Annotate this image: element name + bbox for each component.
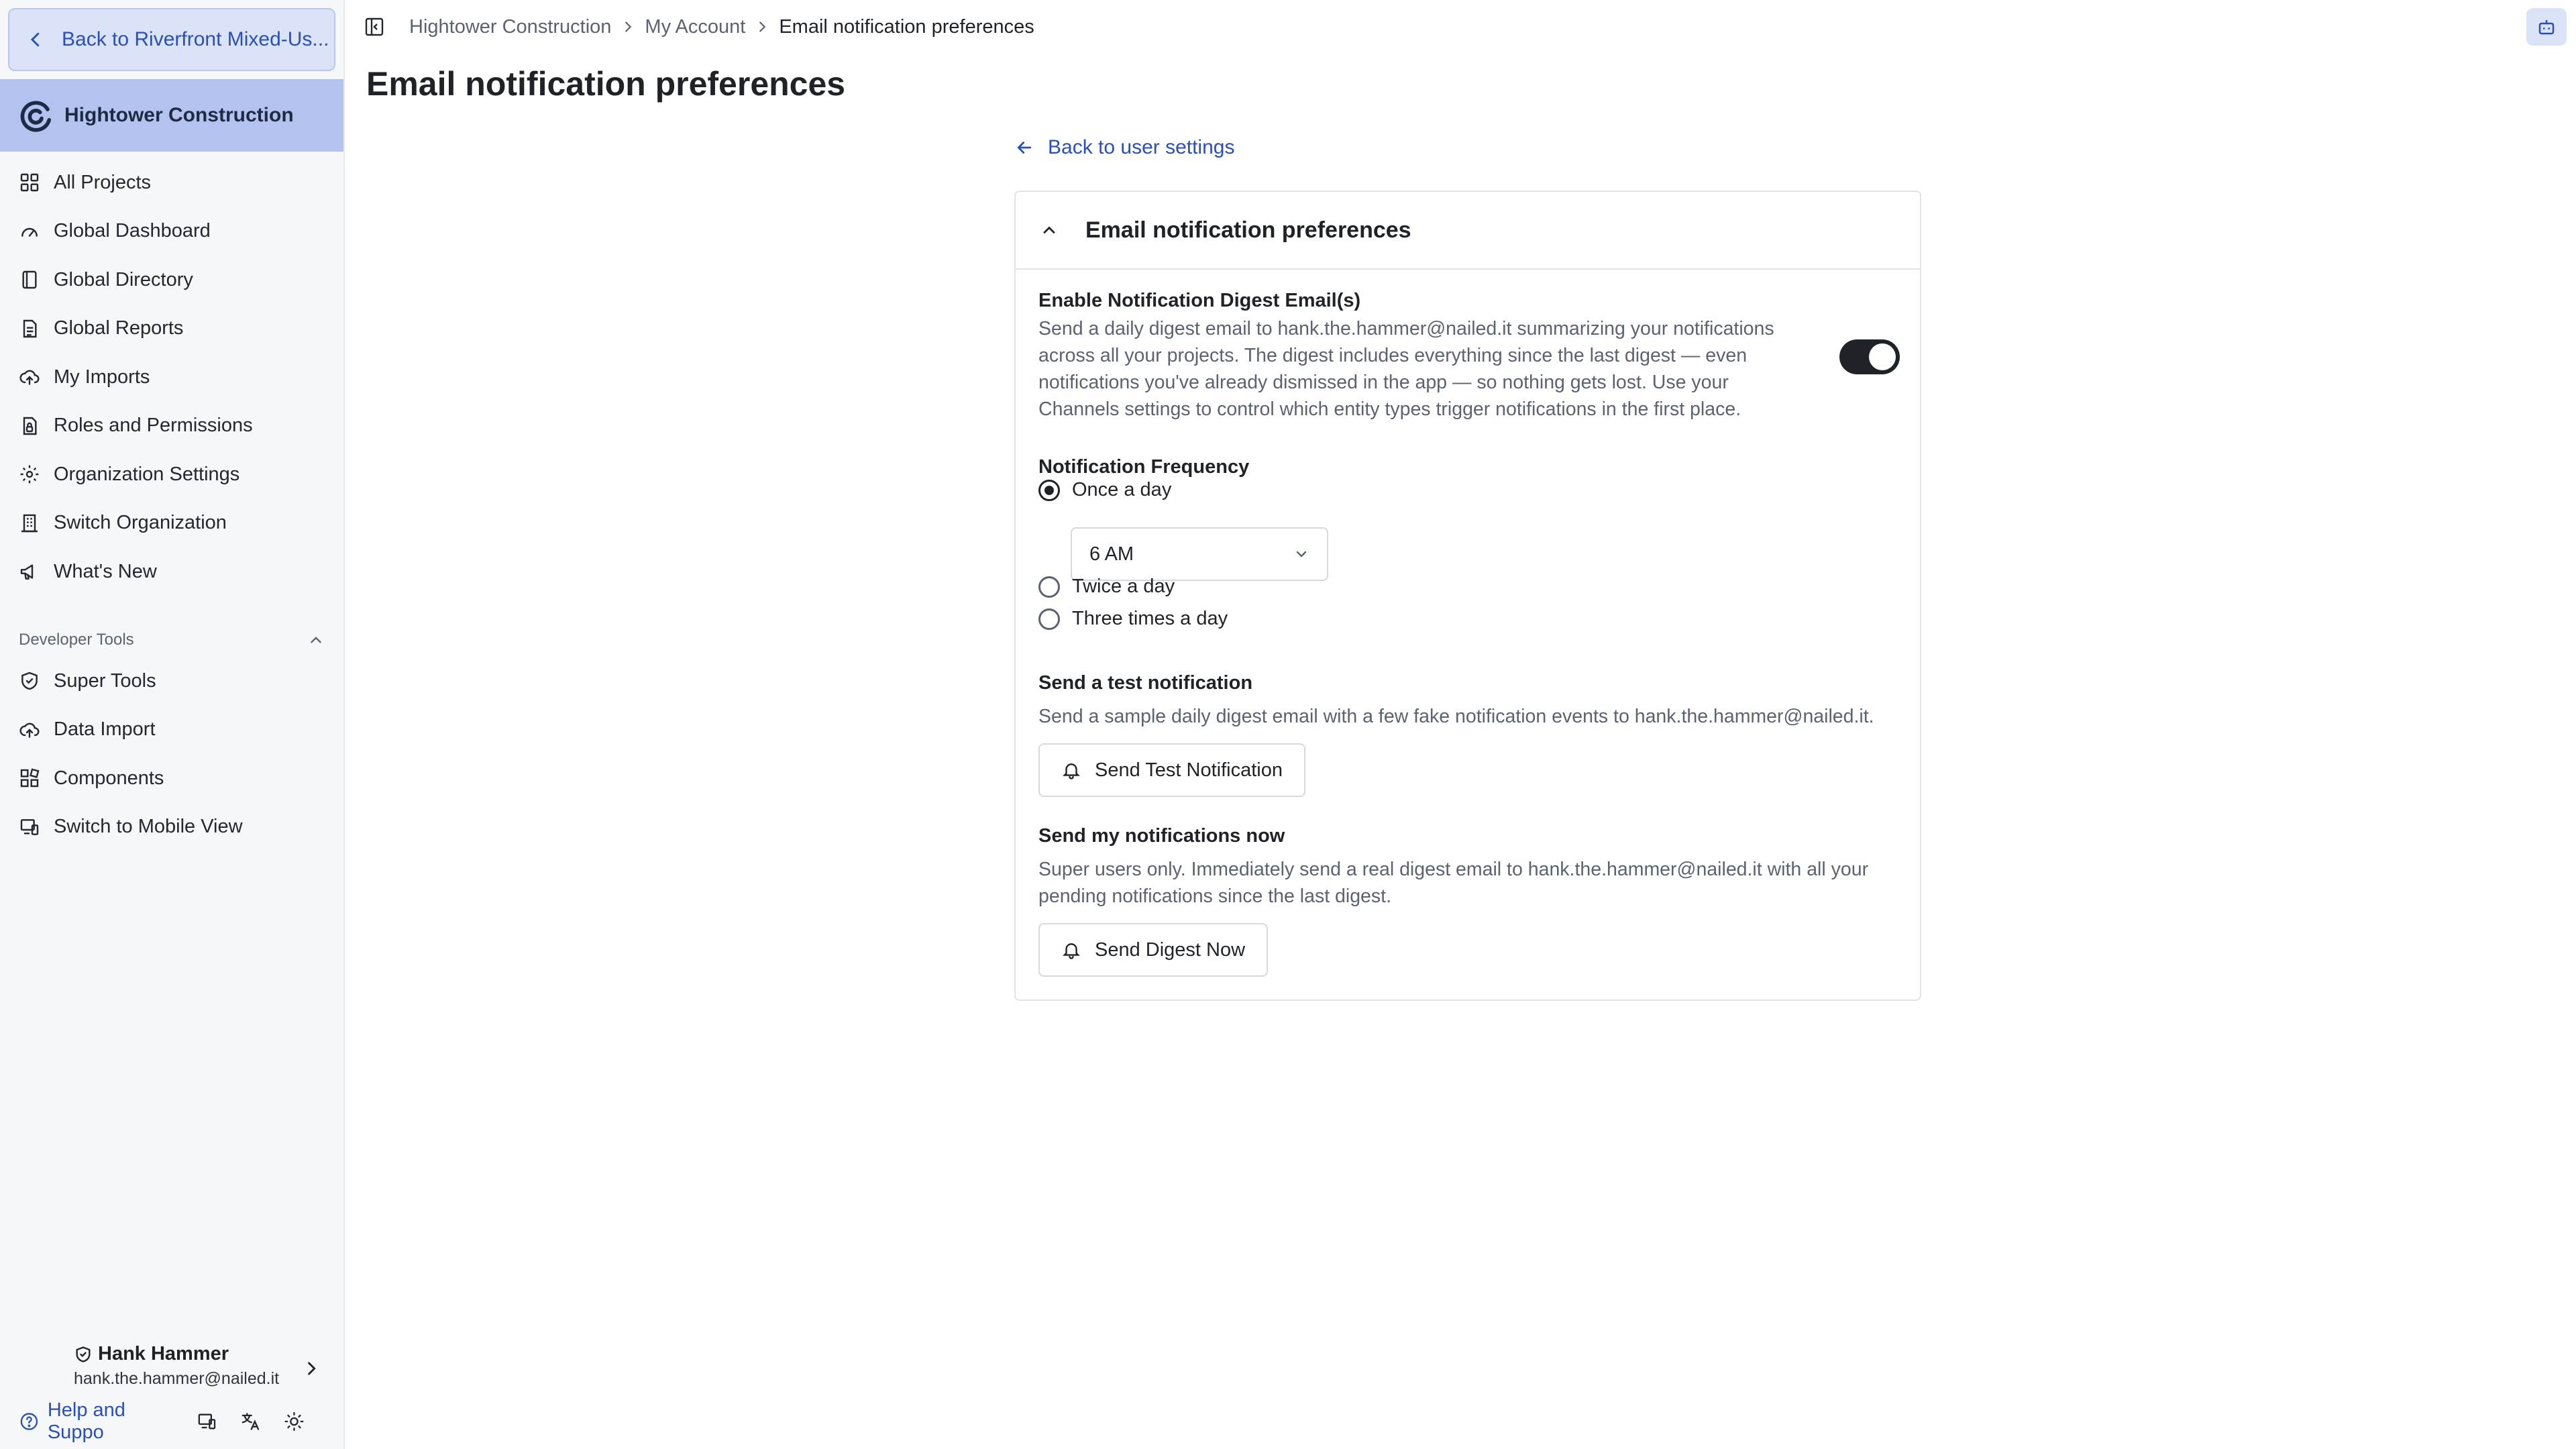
developer-tools-label: Developer Tools [19,631,134,649]
page-title: Email notification preferences [366,65,846,103]
back-to-project-label: Back to Riverfront Mixed-Us... [62,28,329,50]
time-select-value: 6 AM [1089,543,1134,565]
cloud-upload-icon [19,366,40,388]
now-title: Send my notifications now [1038,825,1285,847]
blocks-icon [19,767,40,789]
help-circle-icon [19,1411,40,1432]
nav-label: Switch to Mobile View [54,816,243,838]
digest-description-line: across all your projects. The digest includes everything since the last digest — even [1038,345,1748,366]
test-title: Send a test notification [1038,672,1253,694]
nav-global-dashboard[interactable] [0,207,343,256]
bot-icon [2536,17,2557,37]
breadcrumb-current: Email notification preferences [779,15,1034,38]
nav-data-import[interactable] [0,706,343,755]
chevron-up-icon [307,631,325,649]
sidebar [0,0,345,1449]
radio-checked[interactable] [1038,480,1060,501]
report-icon [19,318,40,339]
arrow-left-icon [1014,138,1034,158]
shield-icon [19,670,40,692]
nav-whats-new[interactable] [0,547,343,596]
now-description-line: pending notifications since the last digest. [1038,885,1391,907]
chevron-down-icon [1293,546,1309,562]
book-icon [19,269,40,290]
assistant-button[interactable] [2526,8,2567,46]
chevron-left-icon [25,30,46,50]
chevron-up-icon [1040,221,1059,239]
breadcrumb-org[interactable]: Hightower Construction [409,15,612,38]
back-to-user-settings-link[interactable] [1014,134,1234,161]
user-menu[interactable] [74,1343,329,1389]
nav-label: Switch Organization [54,512,227,534]
shield-icon [74,1345,93,1364]
devices-icon [19,816,40,838]
digest-toggle[interactable] [1839,339,1900,374]
user-email: hank.the.hammer@nailed.it [74,1369,280,1388]
gauge-icon [19,221,40,242]
nav-my-imports[interactable] [0,353,343,402]
card-title: Email notification preferences [1085,217,1411,243]
nav-roles-permissions[interactable] [0,402,343,451]
file-lock-icon [19,415,40,437]
nav-switch-mobile-view[interactable] [0,803,343,852]
help-and-support-link[interactable] [19,1399,182,1444]
nav-global-reports[interactable] [0,305,343,354]
test-description: Send a sample daily digest email with a few fake notification events to hank.the.hammer@nailed.it. [1038,706,1874,727]
back-to-user-settings-label: Back to user settings [1048,136,1235,158]
radio-unchecked[interactable] [1038,576,1060,598]
now-description-line: Super users only. Immediately send a real digest email to hank.the.hammer@nailed.it with all your [1038,859,1869,880]
digest-description-line: Send a daily digest email to hank.the.hammer@nailed.it summarizing your notifications [1038,318,1774,339]
chevron-right-icon[interactable] [302,1359,321,1378]
sidebar-toggle-icon[interactable] [364,16,385,38]
frequency-title: Notification Frequency [1038,456,1250,478]
nav-label: Global Reports [54,317,184,339]
send-digest-now-button[interactable] [1038,923,1268,977]
nav-switch-organization[interactable] [0,499,343,548]
developer-tools-header[interactable] [19,627,325,653]
breadcrumb [345,0,2576,54]
nav-label: What's New [54,560,157,582]
devices-icon[interactable] [197,1411,217,1432]
chevron-right-icon [755,19,769,34]
card-header[interactable] [1016,192,1920,270]
nav-label: All Projects [54,171,152,193]
developer-nav [0,657,343,851]
digest-description-line: Channels settings to control which entity types trigger notifications in the first place. [1038,398,1741,420]
help-label: Help and Suppo [47,1399,125,1443]
nav-label: Super Tools [54,669,156,692]
nav-label: Organization Settings [54,463,240,485]
digest-title: Enable Notification Digest Email(s) [1038,290,1361,311]
nav-super-tools[interactable] [0,657,343,706]
bell-icon [1061,940,1081,960]
chevron-right-icon [621,19,635,34]
org-header[interactable] [0,79,343,152]
option-label: Twice a day [1072,576,1175,597]
org-logo-icon [17,97,54,133]
grid-icon [19,172,40,193]
back-to-project-button[interactable] [8,8,335,71]
radio-unchecked[interactable] [1038,608,1060,630]
nav-components[interactable] [0,754,343,803]
nav-label: My Imports [54,366,150,388]
digest-description [1038,315,1774,423]
breadcrumb-account[interactable]: My Account [645,15,746,38]
email-preferences-card [1014,191,1921,1001]
frequency-option-twice[interactable] [1038,576,1175,598]
sun-icon[interactable] [284,1411,305,1432]
now-description [1038,856,1868,910]
user-name: Hank Hammer [98,1343,229,1364]
building-icon [19,513,40,534]
nav-all-projects[interactable] [0,158,343,207]
gear-icon [19,464,40,485]
option-label: Three times a day [1072,608,1228,629]
frequency-option-three[interactable] [1038,608,1228,630]
nav-label: Global Directory [54,268,193,290]
nav-label: Components [54,767,164,789]
user-name-row [74,1343,329,1365]
toggle-knob [1869,343,1896,370]
org-name: Hightower Construction [64,104,294,126]
nav-label: Roles and Permissions [54,415,253,437]
digest-description-line: notifications you've already dismissed in the app — so nothing gets lost. Use your [1038,372,1729,393]
time-select[interactable] [1071,527,1328,581]
nav-global-directory[interactable] [0,256,343,305]
option-label: Once a day [1072,479,1172,500]
send-test-notification-button[interactable] [1038,743,1305,797]
translate-icon[interactable] [240,1411,261,1432]
nav-label: Global Dashboard [54,220,211,242]
frequency-option-once[interactable] [1038,479,1171,501]
sidebar-footer [19,1399,327,1443]
nav-organization-settings[interactable] [0,450,343,499]
megaphone-icon [19,561,40,582]
nav-label: Data Import [54,718,156,741]
main-nav [0,158,343,596]
cloud-upload-icon [19,719,40,741]
button-label: Send Test Notification [1095,759,1283,781]
button-label: Send Digest Now [1095,938,1246,961]
bell-icon [1061,760,1081,780]
